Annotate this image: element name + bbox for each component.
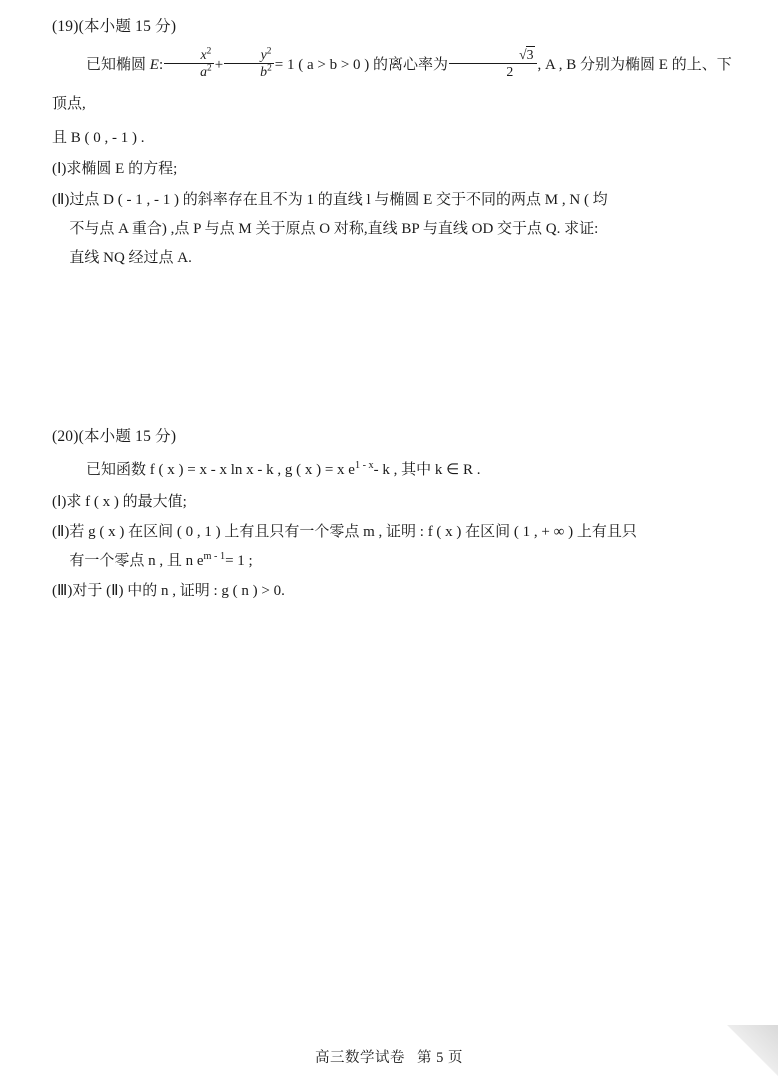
part-text-line2: 有一个零点 n , 且 n $e^{m - 1}= 1$ ; <box>69 551 253 569</box>
question-19-part-2 <box>52 186 742 274</box>
page-content <box>52 14 742 608</box>
stem-prefix: 已知椭圆 <box>86 57 150 73</box>
question-20-heading <box>52 424 742 446</box>
footer-title: 高三数学试卷 <box>315 1050 405 1066</box>
stem-exponent: 1 - x <box>354 460 374 472</box>
part-text-line2: 不与点 A 重合) ,点 P 与点 M 关于原点 O 对称,直线 BP 与直线 OD 交于点 Q. 求证: <box>69 220 599 237</box>
part-text: 求 f ( x ) 的最大值; <box>66 493 187 510</box>
fraction-sqrt3-2: $\frac{√3}{2}$ <box>449 48 536 80</box>
part-tag: (Ⅱ) <box>52 191 70 208</box>
stem-colon: : <box>158 57 164 73</box>
fraction-y2-b2: $\frac{y^2}{b^2}$ <box>224 48 274 80</box>
footer-page-label: 第 5 页 <box>417 1050 463 1066</box>
part-text-block <box>69 186 742 274</box>
question-19-head-label: (本小题 15 分) <box>78 18 177 35</box>
part-tag: (Ⅲ) <box>52 583 73 600</box>
part-text: 对于 (Ⅱ) 中的 n , 证明 : g ( n ) > 0. <box>72 583 285 600</box>
question-20-head-label: (本小题 15 分) <box>78 428 177 446</box>
question-19-heading <box>52 14 742 36</box>
page-footer <box>0 1046 778 1067</box>
question-19-part-1 <box>52 155 742 184</box>
question-19 <box>52 14 742 273</box>
part-text-line1: 过点 D ( - 1 , - 1 ) 的斜率存在且不为 1 的直线 l 与椭圆 E 交于不同的两点 M , N ( 均 <box>69 191 608 208</box>
part-text-block <box>69 518 742 577</box>
plus-sign: + <box>214 57 224 73</box>
question-20 <box>52 424 742 606</box>
vertical-gap <box>52 274 742 424</box>
page-curl-corner <box>722 1025 778 1081</box>
fraction-x2-a2: $\frac{x^2}{a^2}$ <box>164 48 214 80</box>
question-19-stem-line1 <box>52 46 742 124</box>
stem-eccentricity-condition: = 1 ( a > b > 0 ) 的离心率为 <box>274 57 449 73</box>
part-tag: (Ⅰ) <box>52 493 67 510</box>
stem-text: 已知函数 f ( x ) = x - x ln x - k , g ( x ) = x e <box>86 462 355 479</box>
question-20-stem <box>52 456 742 485</box>
part-tag: (Ⅱ) <box>52 523 70 540</box>
question-20-part-1 <box>52 488 742 517</box>
part-text-line1: 若 g ( x ) 在区间 ( 0 , 1 ) 上有且只有一个零点 m , 证明 : f ( x ) 在区间 ( 1 , + ∞ ) 上有且只 <box>69 523 637 540</box>
stem-tail: - k , 其中 k ∈ R . <box>373 462 481 479</box>
part-text-line3: 直线 NQ 经过点 A. <box>69 250 192 266</box>
question-19-number: (19) <box>52 18 79 35</box>
question-20-part-3 <box>52 577 742 606</box>
part-tag: (Ⅰ) <box>52 161 67 178</box>
stem-tail: , A , B 分别为椭圆 E 的上、下顶点, <box>52 57 732 112</box>
part-text: 求椭圆 E 的方程; <box>66 161 178 178</box>
question-20-part-2 <box>52 518 742 577</box>
question-19-stem-line2: 且 B ( 0 , - 1 ) . <box>52 130 145 146</box>
stem-ellipse-label: E <box>149 57 159 73</box>
question-20-number: (20) <box>52 428 79 446</box>
